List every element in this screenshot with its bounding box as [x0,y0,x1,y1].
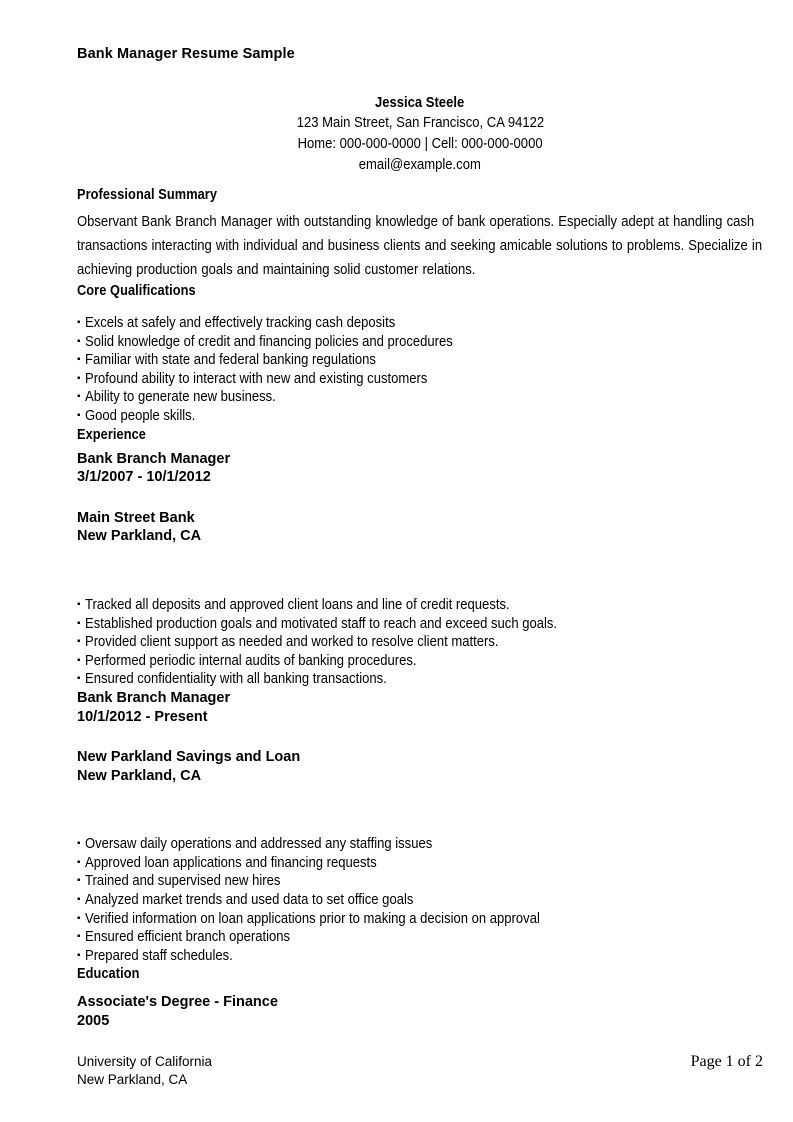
list-item-text: Established production goals and motivated staff to reach and exceed such goals. [85,615,558,632]
section-heading-experience: Experience [77,426,146,443]
list-item [77,407,763,426]
bullet-square-icon: ▪ [77,409,81,421]
job-responsibilities-list [77,835,763,965]
list-item-text: Provided client support as needed and worked to resolve client matters. [85,634,499,651]
job-company: Main Street Bank [77,509,195,526]
bullet-square-icon: ▪ [77,856,81,868]
job-company: New Parkland Savings and Loan [77,749,301,766]
job-dates: 10/1/2012 - Present [77,708,208,725]
list-item [77,370,763,389]
list-item [77,333,763,352]
list-item-text: Verified information on loan applications prior to making a decision on approval [85,910,540,927]
list-item-text: Performed periodic internal audits of banking procedures. [85,652,417,669]
bullet-square-icon: ▪ [77,673,81,685]
list-item [77,910,763,929]
experience-entry [77,450,763,689]
list-item-text: Good people skills. [85,407,196,424]
bullet-square-icon: ▪ [77,335,81,347]
section-heading-education: Education [77,966,140,983]
job-dates: 3/1/2007 - 10/1/2012 [77,469,211,486]
bullet-square-icon: ▪ [77,598,81,610]
list-item [77,351,763,370]
list-item-text: Ability to generate new business. [85,389,276,406]
list-item [77,854,763,873]
bullet-square-icon: ▪ [77,372,81,384]
list-item-text: Trained and supervised new hires [85,873,281,890]
bullet-square-icon: ▪ [77,317,81,328]
bullet-square-icon: ▪ [77,391,81,403]
professional-summary-text: Observant Bank Branch Manager with outstanding knowledge of bank operations. Especially adept at handling cash transactions interacting with individual and business clients and seeking amicable solutions to problems. Specialize in achieving production goals and maintaining solid customer relations. [77,214,763,278]
list-item [77,596,763,615]
list-item [77,652,763,671]
contact-header [77,93,763,176]
document-content [77,46,763,1090]
list-item-text: Oversaw daily operations and addressed any staffing issues [85,836,433,853]
list-item [77,835,763,854]
job-location: New Parkland, CA [77,528,202,545]
education-degree: Associate's Degree - Finance [77,994,278,1011]
page-title-text: Bank Manager Resume Sample [77,46,295,62]
list-item-text: Prepared staff schedules. [85,947,233,964]
bullet-square-icon: ▪ [77,912,81,924]
list-item-text: Approved loan applications and financing requests [85,854,377,871]
job-title: Bank Branch Manager [77,689,231,706]
job-responsibilities-list [77,596,763,689]
bullet-square-icon: ▪ [77,354,81,366]
list-item-text: Ensured efficient branch operations [85,929,291,946]
bullet-square-icon: ▪ [77,617,81,629]
candidate-name: Jessica Steele [375,95,465,111]
education-year: 2005 [77,1013,110,1030]
list-item [77,615,763,634]
bullet-square-icon: ▪ [77,838,81,850]
list-item-text: Excels at safely and effectively tracking cash deposits [85,315,396,331]
job-title: Bank Branch Manager [77,450,231,467]
list-item-text: Profound ability to interact with new and existing customers [85,370,428,387]
list-item [77,314,763,333]
list-item [77,872,763,891]
page-footer [0,1053,763,1071]
section-heading-professional-summary: Professional Summary [77,187,218,203]
experience-entry [77,689,763,966]
list-item-text: Familiar with state and federal banking regulations [85,352,376,369]
bullet-square-icon: ▪ [77,636,81,648]
bullet-square-icon: ▪ [77,931,81,943]
page-title [77,46,763,63]
bullet-square-icon: ▪ [77,949,81,961]
candidate-address: 123 Main Street, San Francisco, CA 94122 [296,115,544,131]
candidate-phones: Home: 000-000-0000 | Cell: 000-000-0000 [297,136,543,152]
list-item [77,947,763,966]
bullet-square-icon: ▪ [77,654,81,666]
education-school: University of California [77,1053,213,1069]
list-item [77,670,763,689]
bullet-square-icon: ▪ [77,875,81,887]
list-item [77,633,763,652]
list-item [77,928,763,947]
section-heading-core-qualifications: Core Qualifications [77,283,196,299]
list-item [77,891,763,910]
page-number-text: Page 1 of 2 [690,1053,763,1070]
list-item-text: Ensured confidentiality with all banking transactions. [85,671,387,688]
list-item-text: Tracked all deposits and approved client loans and line of credit requests. [85,596,510,613]
list-item-text: Solid knowledge of credit and financing policies and procedures [85,333,453,350]
experience-list [77,450,763,966]
job-location: New Parkland, CA [77,767,202,784]
list-item [77,388,763,407]
education-city: New Parkland, CA [77,1072,188,1088]
bullet-square-icon: ▪ [77,894,81,906]
candidate-email: email@example.com [358,157,482,173]
list-item-text: Analyzed market trends and used data to set office goals [85,892,414,909]
core-qualifications-list [77,314,763,426]
